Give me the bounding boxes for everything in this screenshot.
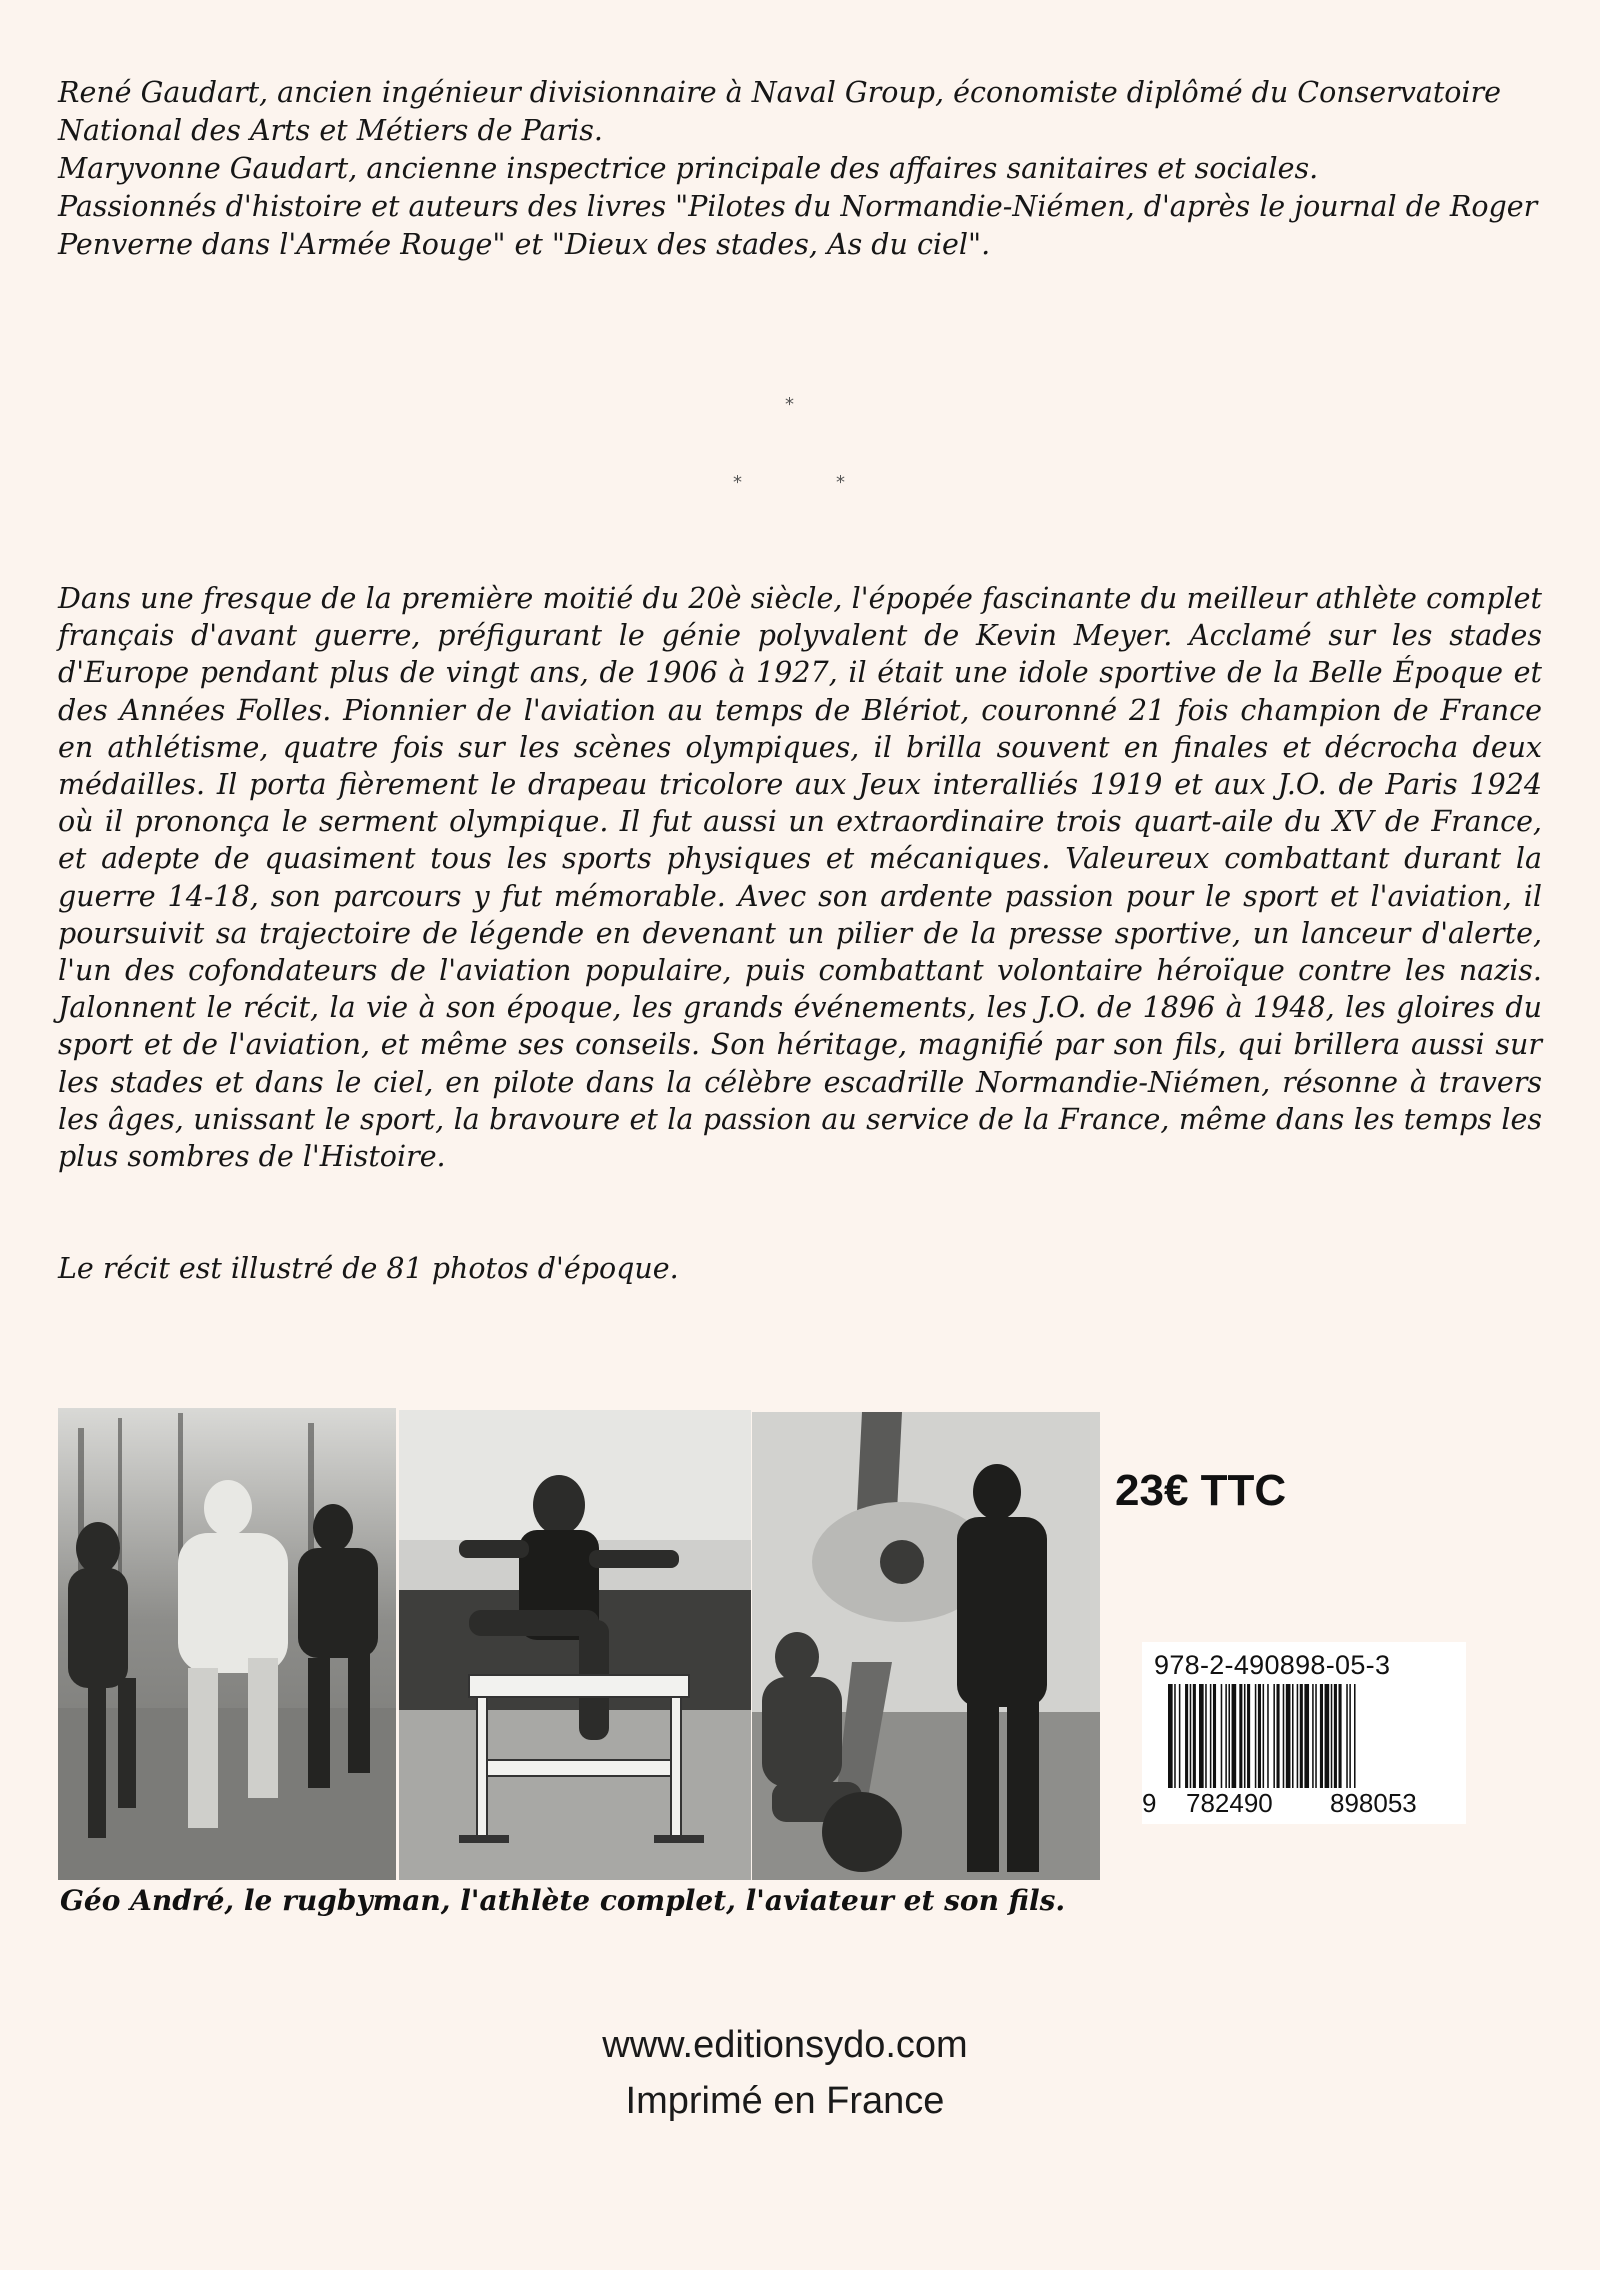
asterism-star: *: [836, 472, 845, 493]
barcode-bar: [1247, 1684, 1250, 1788]
barcode-bar: [1267, 1684, 1269, 1788]
barcode-bars: [1168, 1684, 1468, 1788]
illustration-note: Le récit est illustré de 81 photos d'époque.: [58, 1252, 679, 1285]
barcode-bar: [1205, 1684, 1207, 1788]
barcode-bar: [1168, 1684, 1173, 1788]
barcode-bar: [1312, 1684, 1314, 1788]
barcode-bar: [1193, 1684, 1196, 1788]
barcode-bar: [1213, 1684, 1216, 1788]
authors-line: National des Arts et Métiers de Paris.: [58, 114, 603, 147]
barcode-bar: [1228, 1684, 1230, 1788]
barcode-bar: [1273, 1684, 1275, 1788]
summary-text: Dans une fresque de la première moitié du 20è siècle, l'épopée fascinante du meilleur athlète complet français d'avant guerre, préfigurant le génie polyvalent de Kevin Meyer. Acclamé sur les stades d'Europe pendant plus de vingt ans, de 1906 à 1927, il était une idole sportive de la Belle Époque et des Années Folles. Pionnier de l'aviation au temps de Blériot, couronné 21 fois champion de France en athlétisme, quatre fois sur les scènes olympiques, il brilla souvent en finales et décrocha deux médailles. Il porta fièrement le drapeau tricolore aux Jeux interalliés 1919 et aux J.O. de Paris 1924 où il prononça le serment olympique. Il fut aussi un extraordinaire trois quart-aile du XV de France, et adepte de quasiment tous les sports physiques et mécaniques. Valeureux combattant durant la guerre 14-18, son parcours y fut mémorable. Avec son ardente passion pour le sport et l'aviation, il poursuivit sa trajectoire de légende en devenant un pilier de la presse sportive, un lanceur d'alerte, l'un des cofondateurs de l'aviation populaire, puis combattant volontaire héroïque contre les nazis. Jalonnent le récit, la vie à son époque, les grands événements, les J.O. de 1896 à 1948, les gloires du sport et de l'aviation, et même ses conseils. Son héritage, magnifié par son fils, qui brillera aussi sur les stades et dans le ciel, en pilote dans la célèbre escadrille Normandie-Niémen, résonne à travers les âges, unissant le sport, la bravoure et la passion au service de la France, même dans les temps les plus sombres de l'Histoire.: [58, 582, 1542, 1174]
barcode-bar: [1199, 1684, 1204, 1788]
barcode-bar: [1221, 1684, 1223, 1788]
barcode-bar: [1334, 1684, 1337, 1788]
barcode-bar: [1190, 1684, 1192, 1788]
isbn-number: 978-2-490898-05-3: [1154, 1650, 1391, 1680]
barcode-bar: [1283, 1684, 1285, 1788]
barcode-bar: [1277, 1684, 1280, 1788]
barcode-bar: [1297, 1684, 1299, 1788]
barcode-bar: [1339, 1684, 1342, 1788]
publisher-website[interactable]: www.editionsydo.com: [602, 2024, 968, 2066]
authors-line: Maryvonne Gaudart, ancienne inspectrice principale des affaires sanitaires et sociales.: [58, 152, 1319, 185]
authors-line: René Gaudart, ancien ingénieur divisionnaire à Naval Group, économiste diplômé du Conservatoire: [58, 76, 1502, 109]
book-summary: [58, 580, 1542, 1175]
barcode-bar: [1346, 1684, 1348, 1788]
barcode-bar: [1232, 1684, 1237, 1788]
barcode-bar: [1239, 1684, 1242, 1788]
barcode-bar: [1225, 1684, 1227, 1788]
price-label: 23€ TTC: [1115, 1466, 1287, 1515]
barcode-bar: [1286, 1684, 1291, 1788]
barcode-bar: [1179, 1684, 1181, 1788]
hurdles-photo: [399, 1410, 751, 1880]
barcode-bar: [1210, 1684, 1212, 1788]
barcode-bar: [1354, 1684, 1356, 1788]
barcode-bar: [1292, 1684, 1294, 1788]
asterism-star: *: [785, 394, 794, 415]
authors-bio: [58, 74, 1542, 264]
barcode-bar: [1300, 1684, 1303, 1788]
barcode-bar: [1315, 1684, 1317, 1788]
barcode-bar: [1244, 1684, 1246, 1788]
barcode-bar: [1258, 1684, 1261, 1788]
authors-line: Penverne dans l'Armée Rouge" et "Dieux des stades, As du ciel".: [58, 228, 991, 261]
barcode-bar: [1263, 1684, 1265, 1788]
isbn-digits-left: 782490: [1186, 1788, 1273, 1818]
authors-line: Passionnés d'histoire et auteurs des livres "Pilotes du Normandie-Niémen, d'après le journal de Roger: [58, 190, 1538, 223]
photo-caption: Géo André, le rugbyman, l'athlète complet, l'aviateur et son fils.: [60, 1884, 1066, 1917]
barcode-bar: [1304, 1684, 1309, 1788]
barcode-bar: [1331, 1684, 1333, 1788]
asterism-star: *: [733, 472, 742, 493]
isbn-digit-first: 9: [1142, 1788, 1157, 1818]
barcode-bar: [1349, 1684, 1351, 1788]
printed-in: Imprimé en France: [625, 2080, 945, 2122]
barcode-bar: [1255, 1684, 1257, 1788]
rugby-photo: [58, 1408, 396, 1880]
barcode-bar: [1174, 1684, 1176, 1788]
aviator-photo: [752, 1412, 1100, 1880]
barcode-bar: [1185, 1684, 1188, 1788]
barcode-bar: [1325, 1684, 1330, 1788]
isbn-digits-right: 898053: [1330, 1788, 1417, 1818]
barcode-bar: [1320, 1684, 1323, 1788]
